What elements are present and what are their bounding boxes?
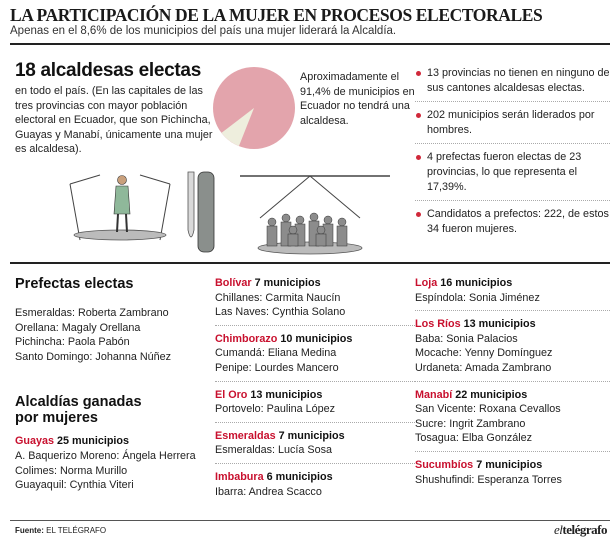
fact-item: 4 prefectas fueron electas de 23 provincias, lo que representa el 17,39%. [415,150,610,194]
region-count: 25 municipios [57,435,130,448]
source-credit [15,526,106,535]
source-label: Fuente: [15,526,44,535]
alcaldesa-item: Chillanes: Carmita Naucín [215,291,341,304]
bottom-divider [10,520,610,521]
region-divider [415,451,610,452]
scale-pan-left-icon [74,230,166,240]
scale-pillar-icon [198,172,214,252]
region-name: Sucumbíos [415,458,474,471]
region-count: 13 municipios [463,318,536,331]
region-count: 7 municipios [278,429,345,442]
alcaldesa-item: Urdaneta: Amada Zambrano [415,361,552,374]
left-column [15,270,210,493]
balance-scale-illustration [60,170,410,260]
alcaldesa-item: Esmeraldas: Lucía Sosa [215,444,333,457]
region-name: Loja [415,277,438,289]
right-column [415,270,610,487]
source-value: EL TELÉGRAFO [46,526,107,535]
alcaldesa-item: Colimes: Norma Murillo [15,464,128,477]
page-title: LA PARTICIPACIÓN DE LA MUJER EN PROCESOS ELECTORALES [10,5,543,25]
page-subtitle: Apenas en el 8,6% de los municipios del país una mujer liderará la Alcaldía. [10,25,397,37]
region-name: Los Ríos [415,318,461,331]
region-name: Manabí [415,388,453,401]
prefecta-item: Pichincha: Paola Pabón [15,336,130,349]
prefecta-item: Esmeraldas: Roberta Zambrano [15,307,169,319]
region-count: 13 municipios [250,388,323,401]
alcaldesa-item: Portovelo: Paulina López [215,403,336,416]
alcaldesa-item: Penipe: Lourdes Mancero [215,361,339,374]
scale-post-icon [188,172,194,237]
fact-item: 202 municipios serán liderados por hombres. [415,108,610,137]
region-name: El Oro [215,388,248,401]
region-esmeraldas [215,429,415,458]
alcaldesa-item: Ibarra: Andrea Scacco [215,485,322,498]
fact-divider [415,101,610,102]
region-divider [215,325,415,326]
region-loja [415,276,610,305]
prefecta-item: Orellana: Magaly Orellana [15,321,141,334]
region-eloro [215,388,415,417]
woman-figure-icon [118,176,127,185]
alcaldesa-item: Cumandá: Eliana Medina [215,347,337,360]
region-count: 6 municipios [266,470,333,483]
el-telegrafo-logo: eltelégrafo [554,522,607,537]
region-name: Chimborazo [215,332,278,345]
scale-string-icon [160,184,170,240]
intro-text: en todo el país. (En las capitales de las tres provincias con mayor población electoral en Ecuador, que son Pichincha, Guayas y Manabí, únicamente una mujer es alcaldesa). [15,85,213,156]
region-count: 7 municipios [254,277,321,289]
fact-divider [415,143,610,144]
alcaldesa-item: Guayaquil: Cynthia Viteri [15,479,134,492]
region-name: Esmeraldas [215,429,276,442]
alcaldias-heading-line2: por mujeres [15,410,98,427]
facts-list [415,66,610,236]
region-manabi [415,388,610,446]
alcaldesa-item: A. Baquerizo Moreno: Ángela Herrera [15,449,196,462]
middle-column [215,270,415,499]
region-divider [215,381,415,382]
alcaldesa-item: Sucre: Ingrit Zambrano [415,417,526,430]
region-name: Guayas [15,435,55,448]
prefectas-heading: Prefectas electas [15,276,134,292]
alcaldesa-item: Shushufindi: Esperanza Torres [415,473,562,486]
scale-string-icon [70,184,80,240]
alcaldias-heading: Alcaldías ganadas [15,394,142,411]
region-chimborazo [215,332,415,376]
alcaldesa-item: Mocache: Yenny Domínguez [415,347,553,360]
region-divider [415,381,610,382]
fact-divider [415,200,610,201]
region-count: 22 municipios [455,388,528,401]
region-divider [215,463,415,464]
top-divider [10,43,610,45]
pie-caption: Aproximadamente el 91,4% de municipios en Ecuador no tendrá una alcaldesa. [300,71,415,127]
region-losrios [415,317,610,375]
fact-item: 13 provincias no tienen en ninguno de sus cantones alcaldesas electas. [415,66,610,95]
region-divider [215,422,415,423]
middle-divider [10,262,610,264]
alcaldesas-headline: 18 alcaldesas electas [15,60,201,81]
region-bolivar [215,276,415,320]
prefecta-item: Santo Domingo: Johanna Núñez [15,350,172,363]
region-count: 7 municipios [476,458,543,471]
alcaldesa-item: Las Naves: Cynthia Solano [215,306,346,319]
region-name: Imbabura [215,470,264,483]
region-guayas [15,434,210,492]
alcaldesa-item: Espíndola: Sonia Jiménez [415,291,540,304]
men-group-icon [267,213,347,246]
region-divider [415,310,610,311]
region-imbabura [215,470,415,499]
region-name: Bolívar [215,277,252,289]
fact-item: Candidatos a prefectos: 222, de estos 34 fueron mujeres. [415,207,610,236]
alcaldesa-item: Baba: Sonia Palacios [415,332,518,345]
region-count: 16 municipios [440,277,513,289]
municipios-pie-chart [212,66,296,150]
alcaldesa-item: Tosagua: Elba González [415,432,533,445]
region-count: 10 municipios [280,332,353,345]
alcaldesa-item: San Vicente: Roxana Cevallos [415,403,561,416]
region-sucumbios [415,458,610,487]
